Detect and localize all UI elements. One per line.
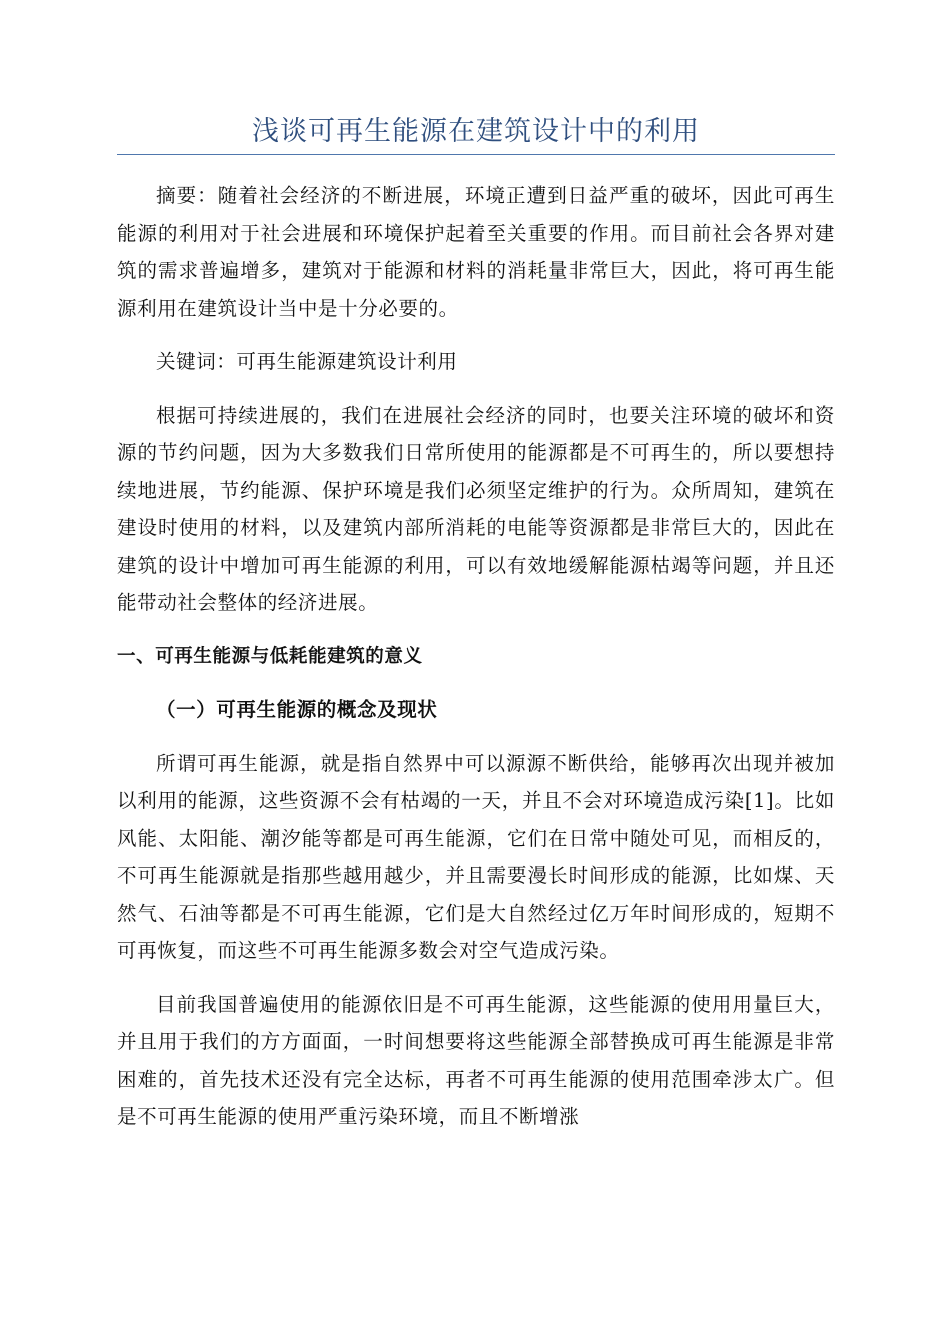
body-paragraph-2: 目前我国普遍使用的能源依旧是不可再生能源，这些能源的使用用量巨大，并且用于我们的方方面面，一时间想要将这些能源全部替换成可再生能源是非常困难的，首先技术还没有完全达标，再者不可再生能源的使用范围牵涉太广。但是不可再生能源的使用严重污染环境，而且不断增涨 (117, 992, 835, 1128)
section-heading: 一、可再生能源与低耗能建筑的意义 (117, 645, 423, 667)
document-page (117, 112, 835, 1136)
intro-paragraph: 根据可持续进展的，我们在进展社会经济的同时，也要关注环境的破坏和资源的节约问题，因为大多数我们日常所使用的能源都是不可再生的，所以要想持续地进展，节约能源、保护环境是我们必须坚定维护的行为。众所周知，建筑在建设时使用的材料，以及建筑内部所消耗的电能等资源都是非常巨大的，因此在建筑的设计中增加可再生能源的利用，可以有效地缓解能源枯竭等问题，并且还能带动社会整体的经济进展。 (117, 403, 835, 614)
spacer (117, 327, 835, 343)
spacer (117, 155, 835, 177)
body-paragraph-1: 所谓可再生能源，就是指自然界中可以源源不断供给，能够再次出现并被加以利用的能源，这些资源不会有枯竭的一天，并且不会对环境造成污染[1]。比如风能、太阳能、潮汐能等都是可再生能源，它们在日常中随处可见，而相反的，不可再生能源就是指那些越用越少，并且需要漫长时间形成的能源，比如煤、天然气、石油等都是不可再生能源，它们是大自然经过亿万年时间形成的，短期不可再恢复，而这些不可再生能源多数会对空气造成污染。 (117, 751, 835, 962)
spacer (117, 622, 835, 638)
spacer (117, 675, 835, 691)
document-title: 浅谈可再生能源在建筑设计中的利用 (252, 116, 700, 147)
subsection-heading: （一）可再生能源的概念及现状 (156, 698, 438, 721)
spacer (117, 381, 835, 397)
spacer (117, 729, 835, 745)
abstract-paragraph: 摘要：随着社会经济的不断进展，环境正遭到日益严重的破坏，因此可再生能源的利用对于社会进展和环境保护起着至关重要的作用。而目前社会各界对建筑的需求普遍增多，建筑对于能源和材料的消耗量非常巨大，因此，将可再生能源利用在建筑设计当中是十分必要的。 (117, 184, 835, 320)
keywords-paragraph: 关键词：可再生能源建筑设计利用 (156, 350, 458, 373)
spacer (117, 970, 835, 986)
